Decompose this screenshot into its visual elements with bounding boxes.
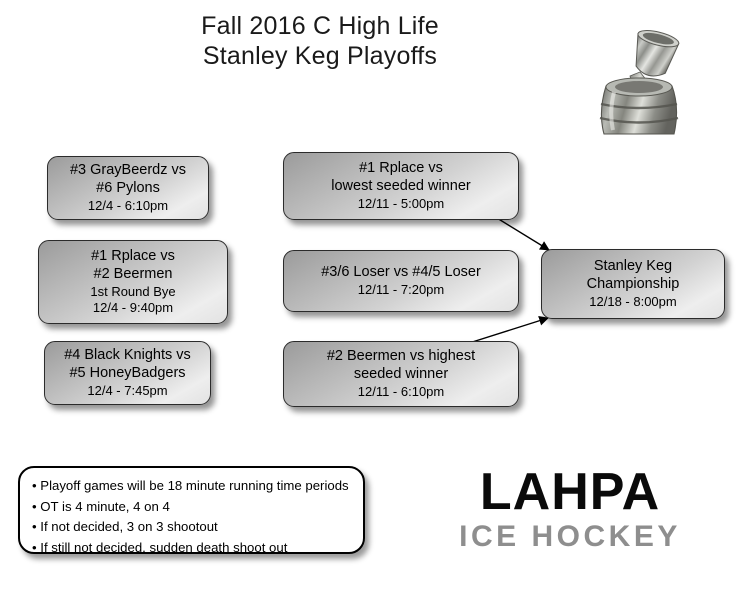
- game-time: 12/11 - 6:10pm: [357, 383, 445, 399]
- bracket-game-1-2-bye[interactable]: [38, 240, 228, 324]
- game-line-2: #6 Pylons: [96, 180, 160, 197]
- bracket-game-4-5[interactable]: [44, 341, 211, 405]
- game-time: 12/11 - 7:20pm: [357, 281, 445, 297]
- connector-semi-to-final-upper: [497, 218, 549, 250]
- page-title-line-1: Fall 2016 C High Life: [201, 12, 439, 40]
- rule-item: • If not decided, 3 on 3 shootout: [32, 517, 353, 538]
- rule-item: • OT is 4 minute, 4 on 4: [32, 497, 353, 518]
- final-line-1: Stanley Keg: [593, 258, 673, 275]
- page-title-line-2: Stanley Keg Playoffs: [202, 41, 438, 70]
- keg-trophy-icon: [578, 8, 703, 136]
- bracket-championship[interactable]: [541, 249, 725, 319]
- final-line-2: Championship: [586, 276, 680, 293]
- bracket-semi-rplace[interactable]: [283, 152, 519, 220]
- game-line-2: #2 Beermen: [93, 266, 173, 283]
- lahpa-logo-tagline: ICE HOCKEY: [459, 519, 681, 553]
- game-line-1: #4 Black Knights vs: [64, 347, 191, 364]
- game-time: 12/4 - 7:45pm: [87, 382, 168, 398]
- game-line-1: #2 Beermen vs highest: [326, 348, 476, 365]
- bracket-semi-beermen[interactable]: [283, 341, 519, 407]
- game-line-2: #5 HoneyBadgers: [69, 365, 186, 382]
- rule-item: • Playoff games will be 18 minute running time periods: [32, 476, 353, 497]
- game-line-1: #3 GrayBeerdz vs: [69, 162, 187, 179]
- bracket-consolation-losers[interactable]: [283, 250, 519, 312]
- page-title: [0, 12, 640, 71]
- game-time: 12/4 - 9:40pm: [92, 299, 174, 315]
- game-time: 12/4 - 6:10pm: [87, 197, 169, 213]
- lahpa-logo: [420, 463, 720, 553]
- game-line-1: #1 Rplace vs: [359, 160, 443, 177]
- game-note: 1st Round Bye: [90, 283, 176, 299]
- game-line-2: seeded winner: [353, 366, 449, 383]
- playoff-rules-box: [18, 466, 365, 554]
- final-time: 12/18 - 8:00pm: [589, 293, 677, 309]
- bracket-game-3-6[interactable]: [47, 156, 209, 220]
- game-time: 12/11 - 5:00pm: [357, 195, 445, 211]
- game-line-2: lowest seeded winner: [331, 178, 471, 195]
- game-line-1: #3/6 Loser vs #4/5 Loser: [321, 264, 481, 281]
- lahpa-logo-wordmark: LAHPA: [479, 463, 661, 521]
- rule-item: • If still not decided, sudden death shoot out: [32, 538, 353, 559]
- game-line-1: #1 Rplace vs: [91, 248, 175, 265]
